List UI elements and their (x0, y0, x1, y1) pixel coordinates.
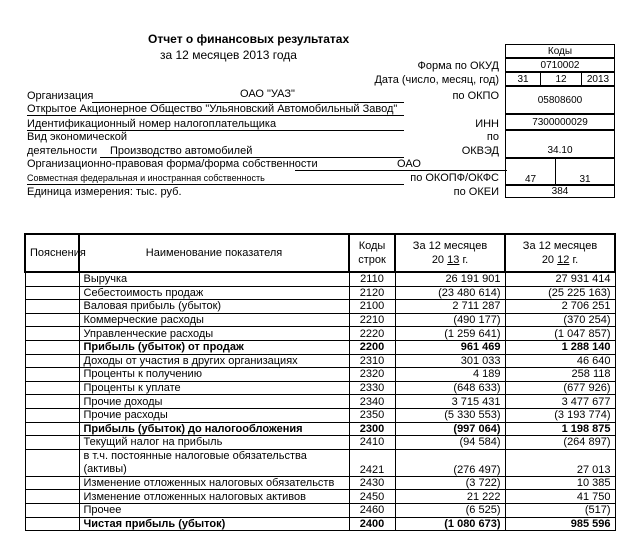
table-row: Прочее 2460 (6 525) (517) (25, 503, 615, 517)
okfs-value: 31 (555, 158, 615, 186)
legal-form-value: ОАО (397, 158, 421, 170)
codes-header: Коды (505, 44, 615, 58)
table-row: Текущий налог на прибыль 2410 (94 584) (264 897) (25, 436, 615, 450)
table-row: Себестоимость продаж 2120 (23 480 614) (25 225 163) (25, 286, 615, 300)
okei-value: 384 (505, 184, 615, 198)
activity-value: Производство автомобилей (110, 145, 253, 157)
table-row: Выручка 2110 26 191 901 27 931 414 (25, 272, 615, 286)
report-period: за 12 месяцев 2013 года (160, 48, 297, 62)
org-full-name: Открытое Акционерное Общество "Ульяновский Автомобильный Завод" (27, 103, 398, 115)
table-row: Изменение отложенных налоговых активов 2450 21 222 41 750 (25, 490, 615, 504)
legal-form-label: Организационно-правовая форма/форма собственности (27, 158, 318, 170)
date-year: 2013 (581, 72, 615, 86)
table-row: Коммерческие расходы 2210 (490 177) (370 254) (25, 313, 615, 327)
okopf-label: по ОКОПФ/ОКФС (410, 172, 499, 184)
col-current-period: За 12 месяцев 20 13 г. (395, 234, 505, 272)
table-row: Проценты к уплате 2330 (648 633) (677 926) (25, 381, 615, 395)
ownership-label: Совместная федеральная и иностранная собственность (27, 173, 265, 183)
okud-value: 0710002 (505, 58, 615, 72)
date-month: 12 (540, 72, 582, 86)
inn-label: ИНН (475, 118, 499, 130)
table-row: Доходы от участия в других организациях 2310 301 033 46 640 (25, 354, 615, 368)
table-row: Валовая прибыль (убыток) 2100 2 711 287 2 706 251 (25, 300, 615, 314)
activity-label-1: Вид экономической (27, 131, 128, 143)
table-row: Управленческие расходы 2220 (1 259 641) (1 047 857) (25, 327, 615, 341)
date-day: 31 (505, 72, 541, 86)
table-row: Прочие доходы 2340 3 715 431 3 477 677 (25, 395, 615, 409)
okopf-value: 47 (505, 158, 556, 186)
col-indicator-name: Наименование показателя (79, 234, 349, 272)
table-row: в т.ч. постоянные налоговые обязательства (активы) 2421 (276 497) 27 013 (25, 449, 615, 476)
okved-value: 34.10 (505, 130, 615, 158)
col-notes: Пояснения (25, 234, 79, 272)
org-short-name: ОАО "УАЗ" (240, 88, 295, 100)
okpo-label: по ОКПО (452, 90, 499, 102)
inn-label-text: Идентификационный номер налогоплательщика (27, 118, 277, 130)
activity-label-2: деятельности (27, 145, 98, 157)
col-previous-period: За 12 месяцев 20 12 г. (505, 234, 615, 272)
table-row: Проценты к получению 2320 4 189 258 118 (25, 368, 615, 382)
okved-label: ОКВЭД (461, 145, 499, 157)
table-row: Прибыль (убыток) до налогообложения 2300 (997 064) 1 198 875 (25, 422, 615, 436)
table-row: Прочие расходы 2350 (5 330 553) (3 193 774) (25, 408, 615, 422)
financial-results-table (24, 233, 616, 531)
table-row: Прибыль (убыток) от продаж 2200 961 469 1 288 140 (25, 340, 615, 354)
po-label: по (486, 131, 499, 143)
table-row: Изменение отложенных налоговых обязательств 2430 (3 722) 10 385 (25, 476, 615, 490)
col-row-codes: Коды строк (349, 234, 395, 272)
table-row: Чистая прибыль (убыток) 2400 (1 080 673) 985 596 (25, 517, 615, 531)
okei-label: по ОКЕИ (453, 186, 499, 198)
report-title: Отчет о финансовых результатах (148, 32, 350, 46)
unit-label: Единица измерения: тыс. руб. (27, 186, 182, 198)
inn-value: 7300000029 (505, 114, 615, 130)
org-label: Организация (27, 90, 94, 102)
okpo-value: 05808600 (505, 86, 615, 114)
date-label: Дата (число, месяц, год) (374, 74, 499, 86)
okud-label: Форма по ОКУД (417, 60, 499, 72)
